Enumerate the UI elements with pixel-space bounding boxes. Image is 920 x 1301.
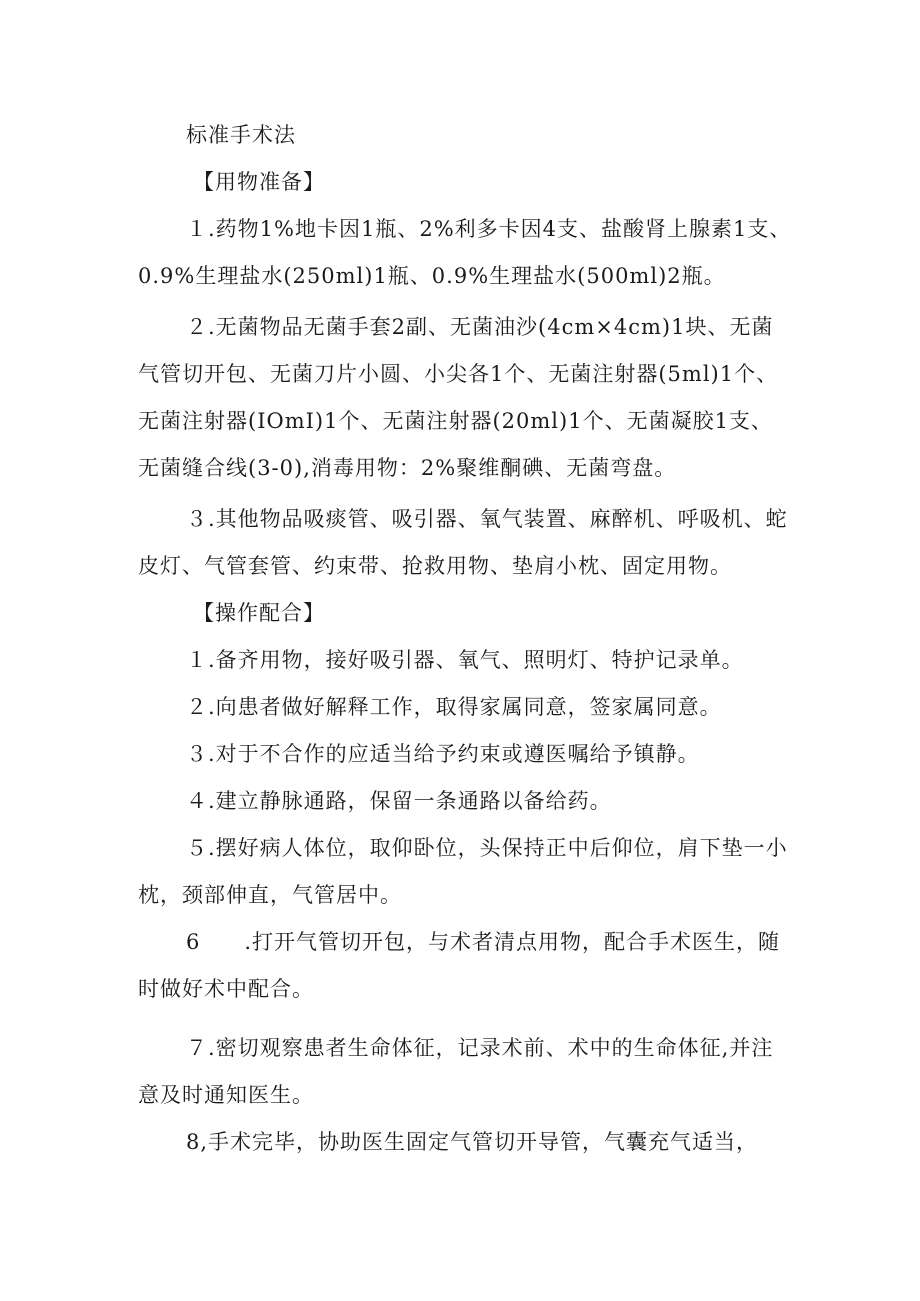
paragraph-operation-8: 8,手术完毕，协助医生固定气管切开导管，气囊充气适当，: [186, 1130, 759, 1154]
paragraph-materials-3: ３.其他物品吸痰管、吸引器、氧气装置、麻醉机、呼吸机、蛇皮灯、气管套管、约束带、抢救用物、垫肩小枕、固定用物。: [138, 507, 788, 578]
document-title: 标准手术法: [186, 123, 296, 147]
paragraph-operation-2: ２.向患者做好解释工作，取得家属同意，签家属同意。: [186, 695, 722, 719]
paragraph-operation-1: １.备齐用物，接好吸引器、氧气、照明灯、特护记录单。: [186, 648, 744, 672]
paragraph-operation-3: ３.对于不合作的应适当给予约束或遵医嘱给予镇静。: [186, 742, 700, 766]
paragraph-materials-2: ２.无菌物品无菌手套2副、无菌油沙(4cm×4cm)1块、无菌气管切开包、无菌刀片小圆、小尖各1个、无菌注射器(5ml)1个、无菌注射器(IOmI)1个、无菌注射器(20ml)1个、无菌凝胶1支、无菌缝合线(3-0),消毒用物：2%聚维酮碘、无菌弯盘。: [138, 315, 779, 480]
paragraph-materials-1: １.药物1%地卡因1瓶、2%利多卡因4支、盐酸肾上腺素1支、0.9%生理盐水(250ml)1瓶、0.9%生理盐水(500ml)2瓶。: [138, 217, 792, 288]
paragraph-operation-5: ５.摆好病人体位，取仰卧位，头保持正中后仰位，肩下垫一小枕，颈部伸直，气管居中。: [138, 836, 788, 907]
section-heading-materials: 【用物准备】: [193, 170, 325, 194]
section-heading-operation: 【操作配合】: [193, 601, 325, 625]
document-page: [138, 112, 794, 1166]
paragraph-operation-7: ７.密切观察患者生命体征，记录术前、术中的生命体征,并注意及时通知医生。: [138, 1036, 774, 1107]
paragraph-operation-4: ４.建立静脉通路，保留一条通路以备给药。: [186, 789, 612, 813]
paragraph-operation-6: 6 .打开气管切开包，与术者清点用物，配合手术医生，随时做好术中配合。: [138, 930, 781, 1001]
